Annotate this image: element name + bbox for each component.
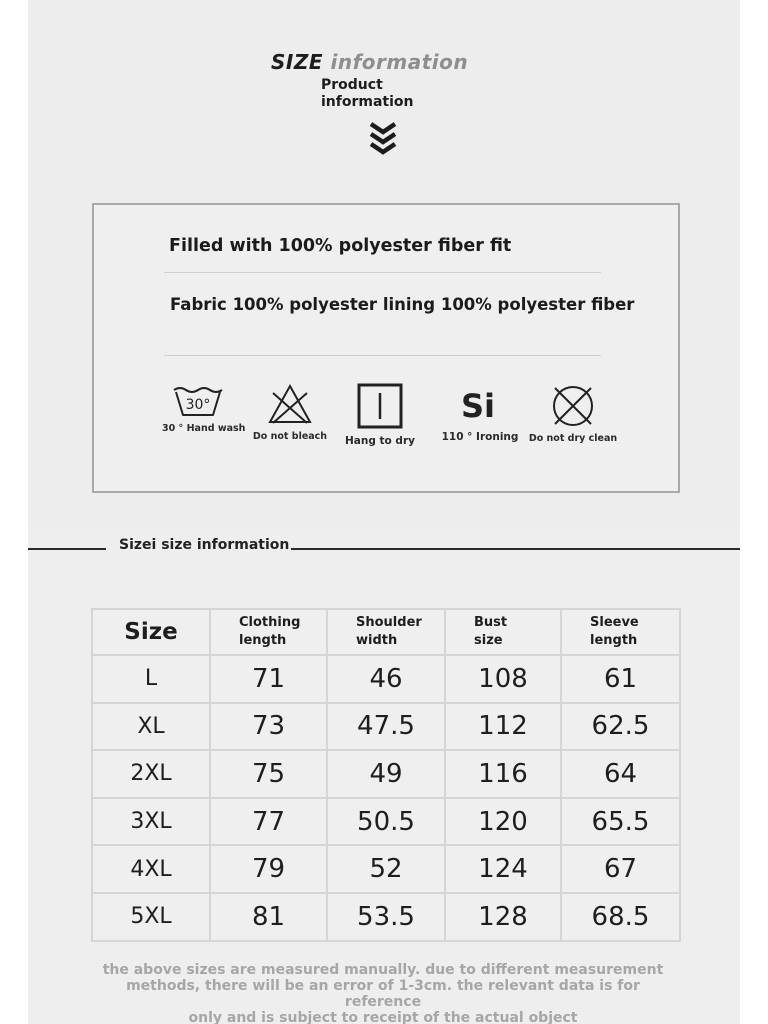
care-hang-to-dry xyxy=(342,383,418,447)
header-line: Bust xyxy=(474,615,508,630)
triple-chevron-down-icon xyxy=(368,120,398,160)
header-sleeve-length xyxy=(561,609,680,655)
header-shoulder-width xyxy=(327,609,445,655)
section-rule-left xyxy=(28,548,106,550)
cell-size: 2XL xyxy=(92,750,210,798)
divider xyxy=(164,355,601,356)
header-title xyxy=(271,50,551,74)
care-do-not-dry-clean xyxy=(518,383,628,444)
note-line3: only and is subject to receipt of the actual object xyxy=(188,1010,578,1024)
table-row xyxy=(92,798,680,846)
note-line2: methods, there will be an error of 1-3cm. the relevant data is for reference xyxy=(126,978,640,1010)
divider xyxy=(164,272,601,273)
table-row xyxy=(92,703,680,751)
iron-110-icon xyxy=(457,383,503,425)
cell-bust-size: 120 xyxy=(445,798,561,846)
cell-sleeve-length: 65.5 xyxy=(561,798,680,846)
header-subtitle-line1: Product xyxy=(321,77,383,93)
cell-shoulder-width: 50.5 xyxy=(327,798,445,846)
care-label: Hang to dry xyxy=(345,435,415,447)
header-size: Size xyxy=(92,609,210,655)
cell-bust-size: 108 xyxy=(445,655,561,703)
table-row xyxy=(92,845,680,893)
do-not-dry-clean-icon xyxy=(550,383,596,427)
header-line: Shoulder xyxy=(356,615,422,630)
header-clothing-length xyxy=(210,609,327,655)
hand-wash-30-icon xyxy=(171,383,225,417)
header-title-bold: SIZE xyxy=(271,50,324,74)
cell-clothing-length: 77 xyxy=(210,798,327,846)
do-not-bleach-icon xyxy=(267,383,313,425)
material-filling-text: Filled with 100% polyester fiber fit xyxy=(169,236,512,256)
cell-clothing-length: 71 xyxy=(210,655,327,703)
header-line: width xyxy=(356,633,398,648)
care-label: 110 ° Ironing xyxy=(441,431,519,443)
cell-shoulder-width: 49 xyxy=(327,750,445,798)
section-rule-right xyxy=(291,548,740,550)
cell-bust-size: 128 xyxy=(445,893,561,941)
care-do-not-bleach xyxy=(252,383,328,442)
cell-size: L xyxy=(92,655,210,703)
cell-bust-size: 124 xyxy=(445,845,561,893)
material-fabric-text: Fabric 100% polyester lining 100% polyester fiber xyxy=(170,295,635,314)
cell-clothing-length: 75 xyxy=(210,750,327,798)
care-hand-wash xyxy=(162,383,246,434)
hang-to-dry-icon xyxy=(356,383,404,429)
hand-wash-temp: 30° xyxy=(185,397,211,413)
cell-clothing-length: 73 xyxy=(210,703,327,751)
header-subtitle xyxy=(321,77,461,111)
cell-shoulder-width: 47.5 xyxy=(327,703,445,751)
cell-bust-size: 112 xyxy=(445,703,561,751)
header-line: size xyxy=(474,633,503,648)
iron-symbol: Si xyxy=(460,387,496,425)
cell-shoulder-width: 52 xyxy=(327,845,445,893)
cell-sleeve-length: 64 xyxy=(561,750,680,798)
cell-sleeve-length: 67 xyxy=(561,845,680,893)
table-row xyxy=(92,750,680,798)
size-section-heading: Sizei size information xyxy=(119,537,290,553)
care-ironing xyxy=(440,383,520,443)
measurement-note xyxy=(88,962,678,1024)
care-label: Do not dry clean xyxy=(528,433,618,444)
cell-size: 3XL xyxy=(92,798,210,846)
cell-shoulder-width: 53.5 xyxy=(327,893,445,941)
care-label: 30 ° Hand wash xyxy=(162,423,246,434)
header-bust-size xyxy=(445,609,561,655)
cell-size: 4XL xyxy=(92,845,210,893)
header-subtitle-line2: information xyxy=(321,94,414,110)
product-info-panel xyxy=(28,0,740,1024)
cell-sleeve-length: 68.5 xyxy=(561,893,680,941)
header-line: Sleeve xyxy=(590,615,639,630)
table-header-row xyxy=(92,609,680,655)
header-line: length xyxy=(239,633,287,648)
table-row xyxy=(92,655,680,703)
material-care-box xyxy=(92,203,680,493)
header-line: Clothing xyxy=(239,615,301,630)
cell-size: XL xyxy=(92,703,210,751)
header-title-light: information xyxy=(330,50,469,74)
cell-size: 5XL xyxy=(92,893,210,941)
cell-clothing-length: 81 xyxy=(210,893,327,941)
care-label: Do not bleach xyxy=(252,431,328,442)
cell-clothing-length: 79 xyxy=(210,845,327,893)
header-line: length xyxy=(590,633,638,648)
cell-shoulder-width: 46 xyxy=(327,655,445,703)
cell-bust-size: 116 xyxy=(445,750,561,798)
cell-sleeve-length: 61 xyxy=(561,655,680,703)
cell-sleeve-length: 62.5 xyxy=(561,703,680,751)
note-line1: the above sizes are measured manually. due to different measurement xyxy=(102,962,664,978)
size-table xyxy=(91,608,681,942)
table-row xyxy=(92,893,680,941)
